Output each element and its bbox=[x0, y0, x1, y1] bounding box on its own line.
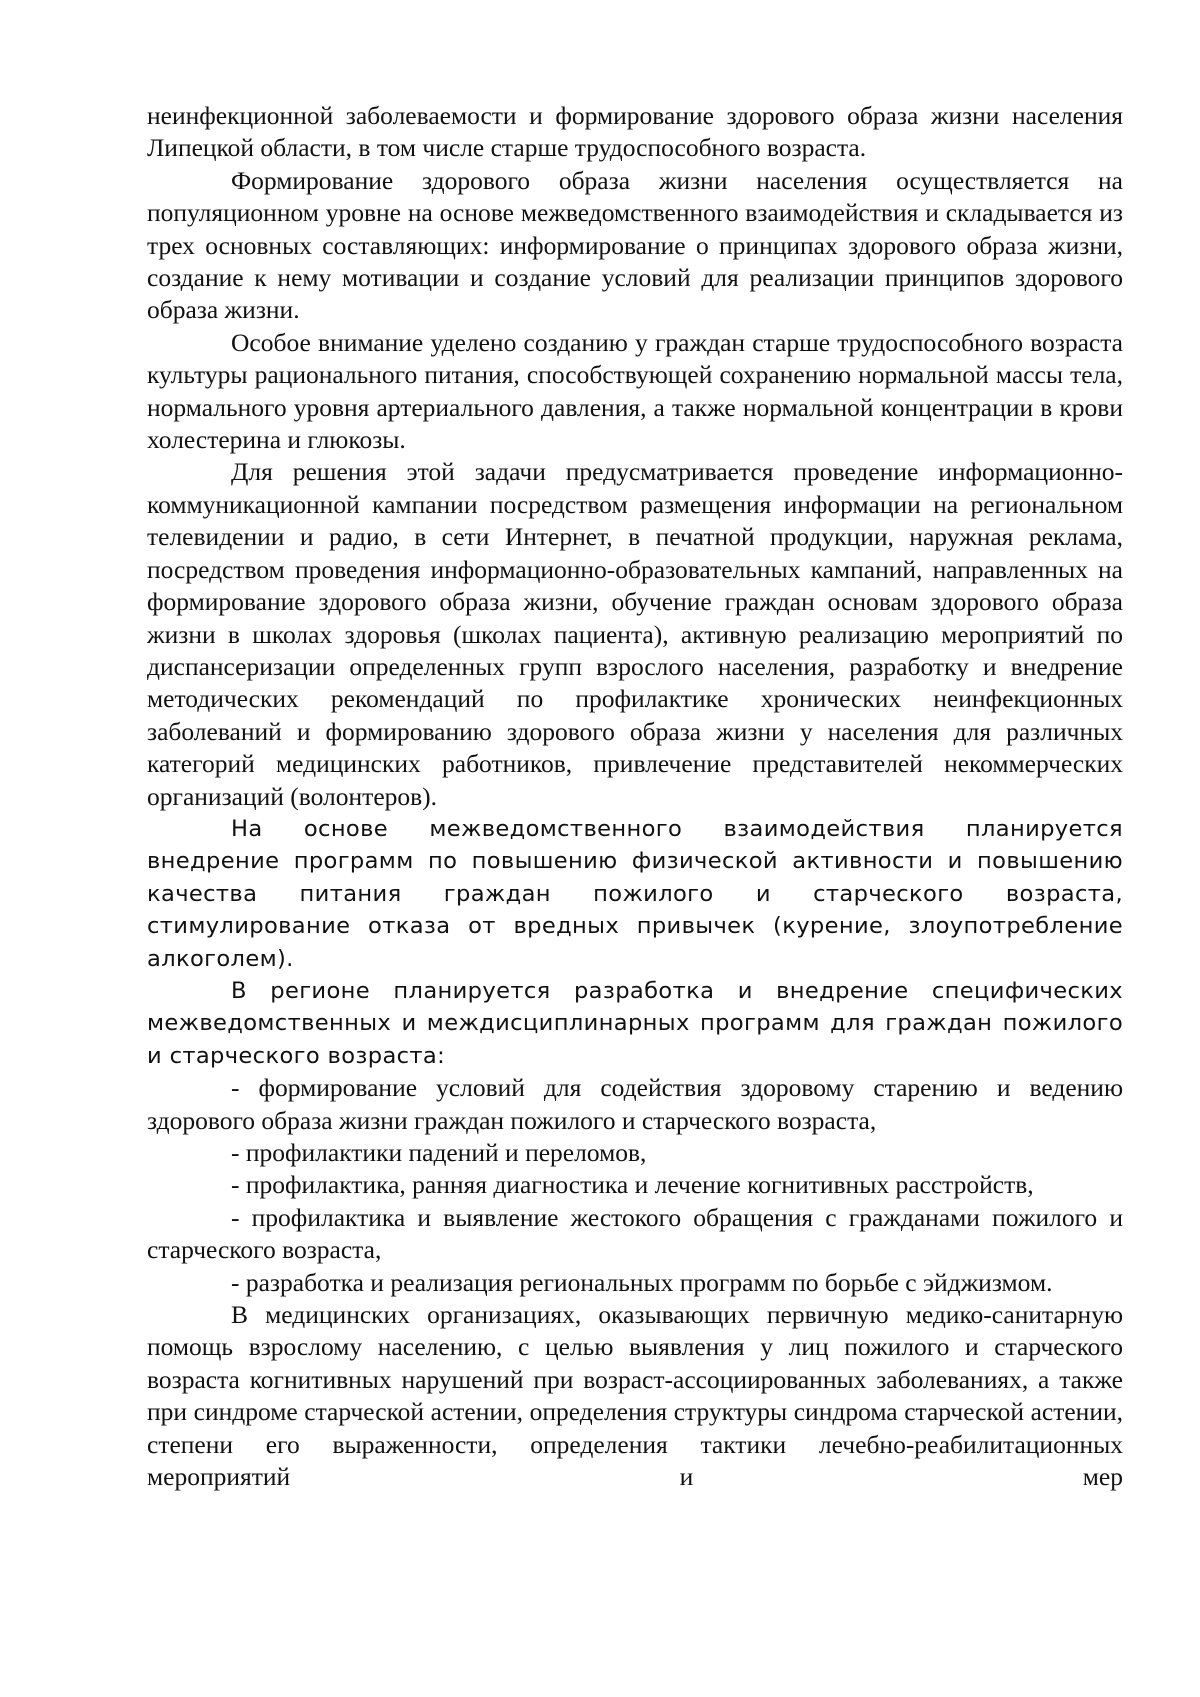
document-page bbox=[147, 100, 1123, 1493]
paragraph-nutrition: Особое внимание уделено созданию у граждан старше трудоспособного возраста культуры рационального питания, способствующей сохранению нормальной массы тела, нормального уровня артериального давления, а также нормальной концентрации в крови холестерина и глюкозы. bbox=[147, 327, 1123, 455]
list-item-cognitive: - профилактика, ранняя диагностика и лечение когнитивных расстройств, bbox=[231, 1170, 1034, 1200]
list-item-falls: - профилактики падений и переломов, bbox=[231, 1138, 647, 1167]
list-item-abuse: - профилактика и выявление жестокого обращения с гражданами пожилого и старческого возраста, bbox=[147, 1202, 1123, 1265]
paragraph-healthy-lifestyle: Формирование здорового образа жизни населения осуществляется на популяционном уровне на основе межведомственного взаимодействия и складывается из трех основных составляющих: информирование о принципах здорового образа жизни, создание к нему мотивации и создание условий для реализации принципов здорового образа жизни. bbox=[147, 165, 1123, 325]
paragraph-region-programs: В регионе планируется разработка и внедрение специфических межведомственных и междисциплинарных программ для граждан пожилого и старческого возраста: bbox=[147, 977, 1123, 1069]
list-item-healthy-aging: - формирование условий для содействия здоровому старению и ведению здорового образа жизни граждан пожилого и старческого возраста, bbox=[147, 1073, 1123, 1135]
list-item-ageism: - разработка и реализация региональных программ по борьбе с эйджизмом. bbox=[231, 1267, 1053, 1297]
paragraph-medical-organizations: В медицинских организациях, оказывающих первичную медико-санитарную помощь взрослому населению, с целью выявления у лиц пожилого и старческого возраста когнитивных нарушений при возраст-ассоциированных заболеваниях, а также при синдроме старческой астении, определения структуры синдрома старческой астении, степени его выраженности, определения тактики лечебно-реабилитационных мероприятий и мер bbox=[147, 1300, 1123, 1492]
paragraph-campaign: Для решения этой задачи предусматривается проведение информационно-коммуникационной кампании посредством размещения информации на региональном телевидении и радио, в сети Интернет, в печатной продукции, наружная реклама, посредством проведения информационно-образовательных кампаний, направленных на формирование здорового образа жизни, обучение граждан основам здорового образа жизни в школах здоровья (школах пациента), активную реализацию мероприятий по диспансеризации определенных групп взрослого населения, разработку и внедрение методических рекомендаций по профилактике хронических неинфекционных заболеваний и формированию здорового образа жизни у населения для различных категорий медицинских работников, привлечение представителей некоммерческих организаций (волонтеров). bbox=[147, 457, 1123, 811]
paragraph-continuation: неинфекционной заболеваемости и формирование здорового образа жизни населения Липецкой области, в том числе старше трудоспособного возраста. bbox=[147, 101, 1123, 163]
paragraph-interagency: На основе межведомственного взаимодействия планируется внедрение программ по повышению физической активности и повышению качества питания граждан пожилого и старческого возраста, стимулирование отказа от вредных привычек (курение, злоупотребление алкоголем). bbox=[147, 815, 1123, 972]
